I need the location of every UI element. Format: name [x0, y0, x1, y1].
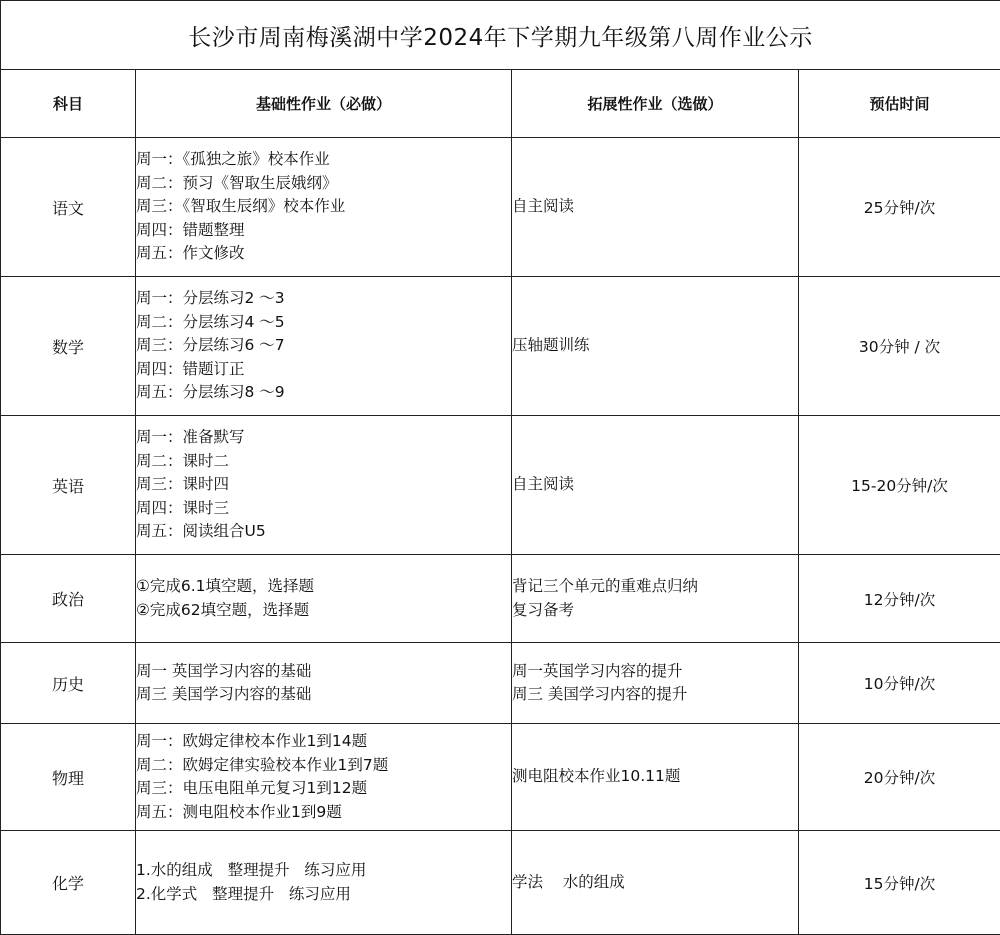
subject-cell: 化学 [1, 831, 136, 935]
header-time: 预估时间 [799, 70, 1000, 138]
basic-line: 周四：错题订正 [136, 358, 511, 382]
header-row [1, 70, 1000, 138]
basic-line: 周三：分层练习6 ～7 [136, 334, 511, 358]
basic-line: 周五：作文修改 [136, 242, 511, 266]
subject-cell: 语文 [1, 138, 136, 277]
basic-line: 2.化学式 整理提升 练习应用 [136, 883, 511, 907]
extended-line: 周一英国学习内容的提升 [512, 660, 798, 684]
basic-line: 周一：《孤独之旅》校本作业 [136, 148, 511, 172]
basic-line: ①完成6.1填空题，选择题 [136, 575, 511, 599]
table-row [1, 416, 1000, 555]
extended-homework-cell [512, 138, 799, 277]
basic-line: 1.水的组成 整理提升 练习应用 [136, 859, 511, 883]
extended-line: 学法 水的组成 [512, 871, 798, 895]
subject-cell: 政治 [1, 555, 136, 643]
time-cell: 25分钟/次 [799, 138, 1000, 277]
extended-line: 自主阅读 [512, 473, 798, 497]
header-basic: 基础性作业（必做） [136, 70, 512, 138]
extended-homework-cell [512, 555, 799, 643]
basic-line: 周三：《智取生辰纲》校本作业 [136, 195, 511, 219]
table-row [1, 277, 1000, 416]
basic-line: 周二：欧姆定律实验校本作业1到7题 [136, 754, 511, 778]
subject-cell: 物理 [1, 724, 136, 831]
basic-line: 周五：测电阻校本作业1到9题 [136, 801, 511, 825]
title-row [1, 1, 1000, 70]
basic-line: 周一 英国学习内容的基础 [136, 660, 511, 684]
extended-line: 复习备考 [512, 599, 798, 623]
header-subject: 科目 [1, 70, 136, 138]
time-cell: 10分钟/次 [799, 643, 1000, 724]
basic-line: 周一：分层练习2 ～3 [136, 287, 511, 311]
extended-line: 自主阅读 [512, 195, 798, 219]
basic-line: 周五：阅读组合U5 [136, 520, 511, 544]
table-row [1, 724, 1000, 831]
subject-cell: 历史 [1, 643, 136, 724]
basic-homework-cell [136, 416, 512, 555]
time-cell: 15-20分钟/次 [799, 416, 1000, 555]
table-row [1, 138, 1000, 277]
extended-line: 周三 美国学习内容的提升 [512, 683, 798, 707]
basic-homework-cell [136, 831, 512, 935]
basic-homework-cell [136, 724, 512, 831]
extended-line: 测电阻校本作业10.11题 [512, 765, 798, 789]
table-row [1, 643, 1000, 724]
extended-homework-cell [512, 643, 799, 724]
basic-homework-cell [136, 555, 512, 643]
time-cell: 12分钟/次 [799, 555, 1000, 643]
basic-line: 周二：分层练习4 ～5 [136, 311, 511, 335]
extended-homework-cell [512, 277, 799, 416]
basic-line: ②完成62填空题，选择题 [136, 599, 511, 623]
basic-line: 周四：课时三 [136, 497, 511, 521]
header-extended: 拓展性作业（选做） [512, 70, 799, 138]
subject-cell: 英语 [1, 416, 136, 555]
basic-line: 周二：预习《智取生辰娥纲》 [136, 172, 511, 196]
basic-line: 周三 美国学习内容的基础 [136, 683, 511, 707]
basic-line: 周五：分层练习8 ～9 [136, 381, 511, 405]
basic-line: 周一：准备默写 [136, 426, 511, 450]
extended-homework-cell [512, 416, 799, 555]
basic-homework-cell [136, 138, 512, 277]
basic-homework-cell [136, 643, 512, 724]
table-row [1, 831, 1000, 935]
basic-line: 周一：欧姆定律校本作业1到14题 [136, 730, 511, 754]
basic-homework-cell [136, 277, 512, 416]
time-cell: 20分钟/次 [799, 724, 1000, 831]
basic-line: 周三：课时四 [136, 473, 511, 497]
time-cell: 15分钟/次 [799, 831, 1000, 935]
time-cell: 30分钟 / 次 [799, 277, 1000, 416]
basic-line: 周二：课时二 [136, 450, 511, 474]
page-title: 长沙市周南梅溪湖中学2024年下学期九年级第八周作业公示 [1, 1, 1000, 70]
table-row [1, 555, 1000, 643]
subject-cell: 数学 [1, 277, 136, 416]
extended-line: 压轴题训练 [512, 334, 798, 358]
basic-line: 周三：电压电阻单元复习1到12题 [136, 777, 511, 801]
extended-homework-cell [512, 831, 799, 935]
basic-line: 周四：错题整理 [136, 219, 511, 243]
extended-line: 背记三个单元的重难点归纳 [512, 575, 798, 599]
extended-homework-cell [512, 724, 799, 831]
